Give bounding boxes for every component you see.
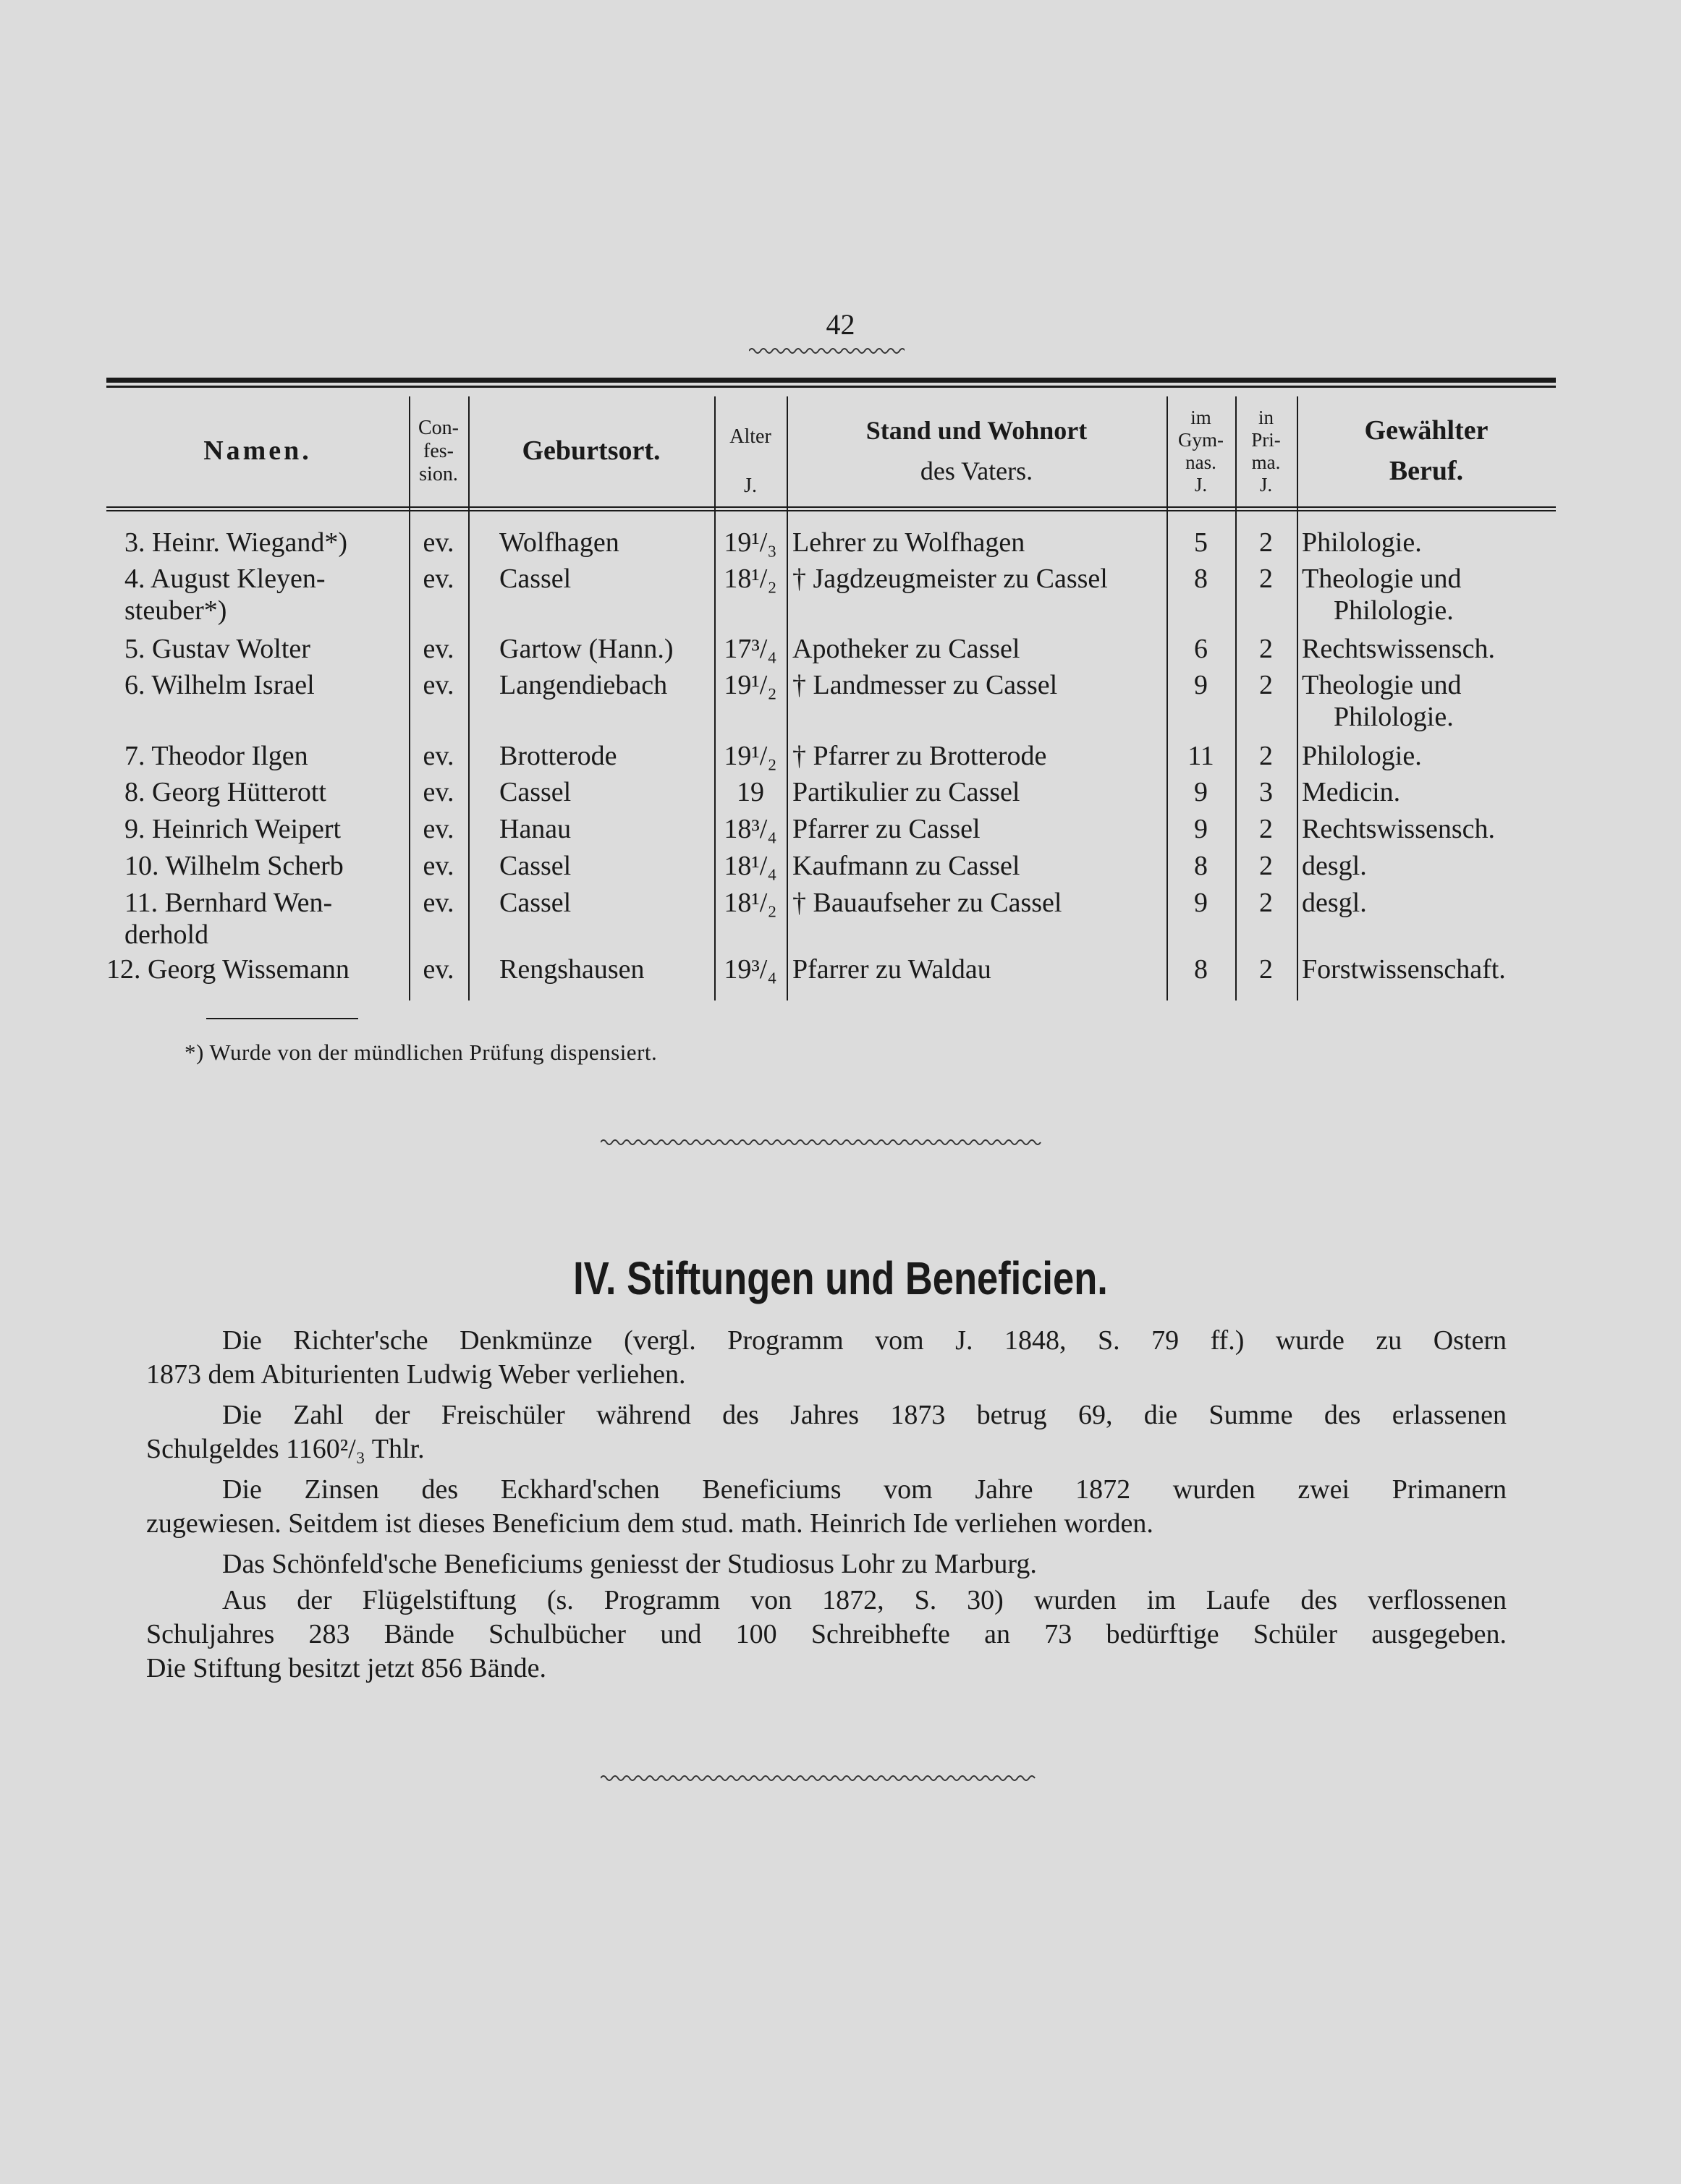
header-confession: Con- fes- sion. — [418, 416, 459, 486]
header-prima: in Pri- ma. J. — [1251, 406, 1281, 496]
col-divider — [1297, 396, 1298, 1000]
header-beruf: Gewählter Beruf. — [1364, 415, 1489, 487]
header-stand: Stand und Wohnort des Vaters. — [865, 416, 1088, 486]
paragraph: Die Zinsen des Eckhard'schen Beneficiums vom Jahre 1872 wurden zwei Primanern zugewiesen. Seitdem ist dieses Beneficium dem stud. math. Heinrich Ide verliehen worden. — [146, 1474, 1507, 1539]
paragraph: Die Zahl der Freischüler während des Jahres 1873 betrug 69, die Summe des erlassenen Schulgeldes 1160²/₃ Thlr. — [146, 1400, 1507, 1464]
header-geburtsort: Geburtsort. — [522, 435, 661, 467]
header-bottom-rule-2 — [106, 510, 1556, 511]
col-divider — [468, 396, 470, 1000]
paragraph: Die Richter'sche Denkmünze (vergl. Programm vom J. 1848, S. 79 ff.) wurde zu Ostern 1873 dem Abiturienten Ludwig Weber verliehen. — [146, 1325, 1507, 1390]
footnote-rule — [206, 1018, 358, 1019]
table-header — [106, 396, 1556, 506]
page-number: 42 — [826, 308, 855, 341]
col-divider — [787, 396, 788, 1000]
header-alter: Alter J. — [729, 425, 771, 497]
wave-ornament-top — [749, 346, 905, 356]
paragraph: Das Schönfeld'sche Beneficiums geniesst der Studiosus Lohr zu Marburg. — [222, 1549, 1037, 1579]
header-gymnas: im Gym- nas. J. — [1178, 406, 1224, 496]
section-title: IV. Stiftungen und Beneficien. — [573, 1252, 1108, 1304]
table-top-rule — [106, 378, 1556, 383]
table-top-rule-thin — [106, 386, 1556, 388]
header-bottom-rule — [106, 506, 1556, 508]
footnote: *) Wurde von der mündlichen Prüfung dispensiert. — [185, 1040, 658, 1065]
wave-ornament-bottom — [601, 1773, 1053, 1783]
wave-ornament-middle — [601, 1137, 1053, 1147]
header-namen: Namen. — [203, 435, 312, 467]
paragraph: Aus der Flügelstiftung (s. Programm von 1872, S. 30) wurden im Laufe des verflossenen Schuljahres 283 Bände Schulbücher und 100 Schreibhefte an 73 bedürftige Schüler ausgegeben. Die Stiftung besitzt jetzt 856 Bände. — [146, 1585, 1507, 1683]
